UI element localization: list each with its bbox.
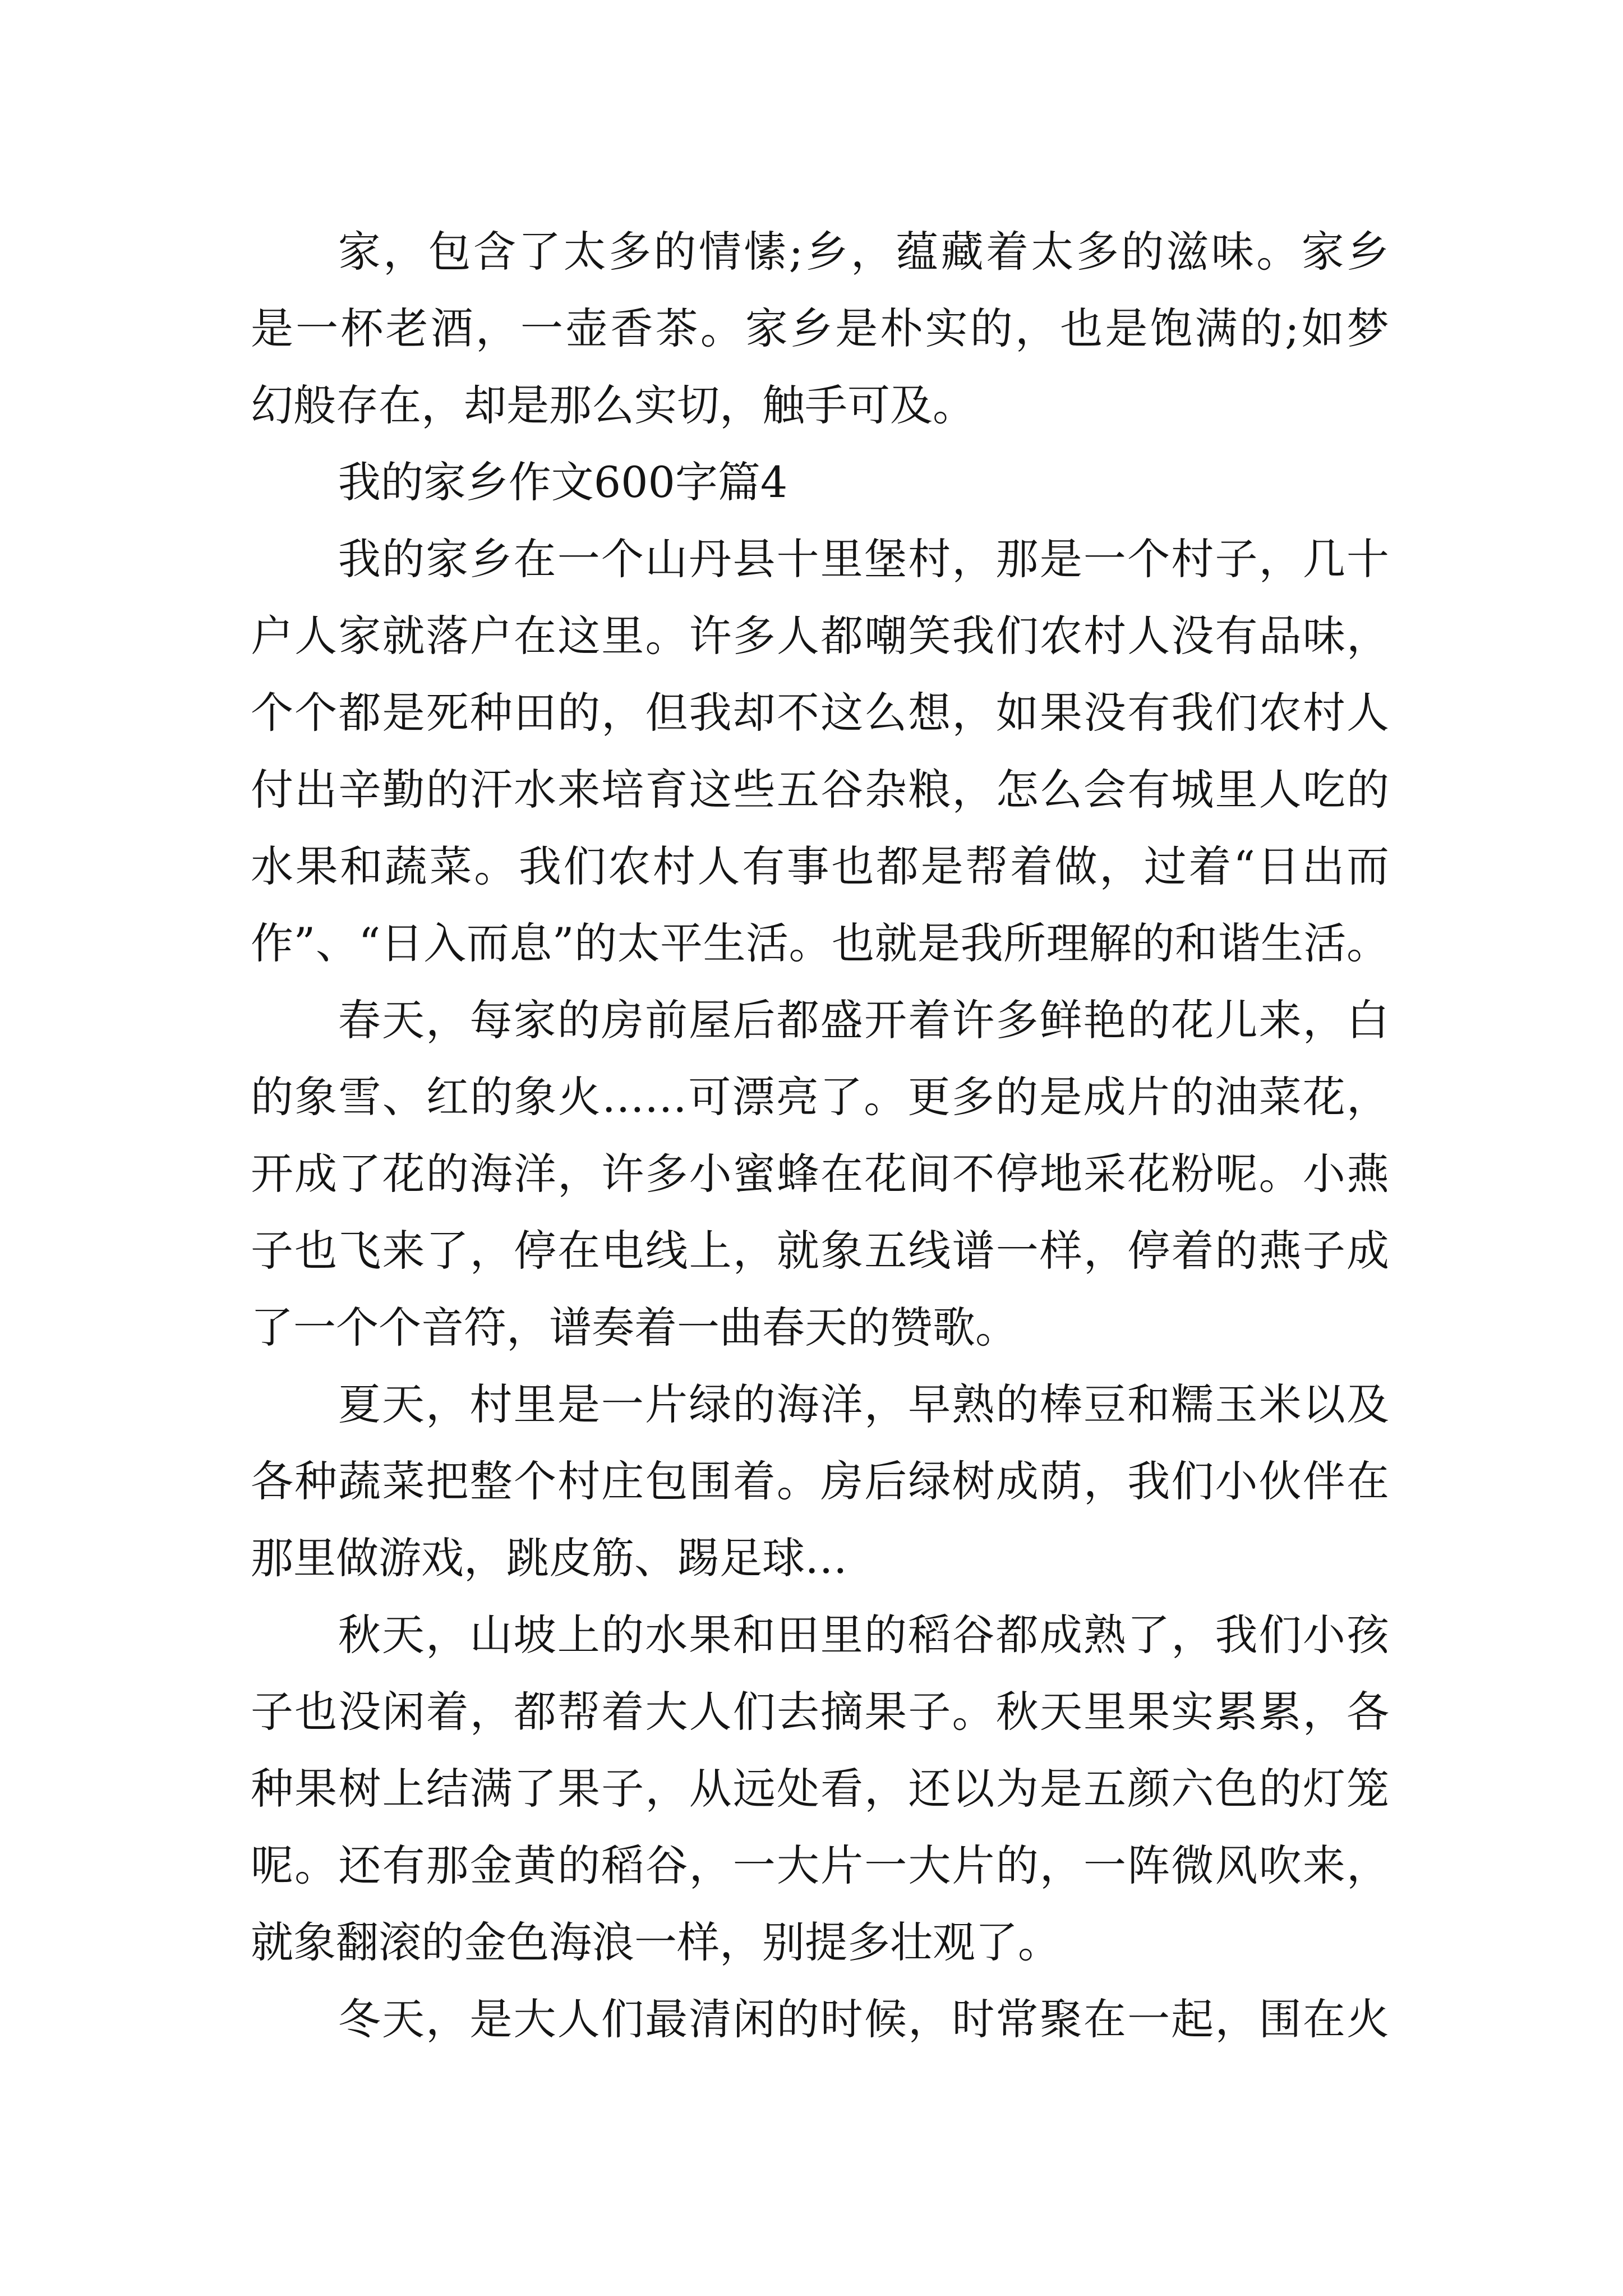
paragraph-line: 种果树上结满了果子，从远处看，还以为是五颜六色的灯笼 xyxy=(251,1764,1389,1814)
paragraph-line: 个个都是死种田的，但我却不这么想，如果没有我们农村人 xyxy=(251,688,1389,738)
paragraph-line: 各种蔬菜把整个村庄包围着。房后绿树成荫，我们小伙伴在 xyxy=(251,1456,1389,1506)
section-heading: 我的家乡作文600字篇4 xyxy=(338,457,788,507)
paragraph-line: 夏天，村里是一片绿的海洋，早熟的棒豆和糯玉米以及 xyxy=(338,1379,1389,1429)
paragraph-line: 水果和蔬菜。我们农村人有事也都是帮着做，过着“日出而 xyxy=(251,841,1389,891)
paragraph-line: 付出辛勤的汗水来培育这些五谷杂粮，怎么会有城里人吃的 xyxy=(251,765,1389,815)
paragraph-line: 秋天，山坡上的水果和田里的稻谷都成熟了，我们小孩 xyxy=(338,1610,1389,1660)
paragraph-line: 是一杯老酒，一壶香茶。家乡是朴实的，也是饱满的;如梦 xyxy=(251,303,1389,353)
paragraph-line: 家，包含了太多的情愫;乡，蕴藏着太多的滋味。家乡 xyxy=(338,227,1389,277)
paragraph-line: 我的家乡在一个山丹县十里堡村，那是一个村子，几十 xyxy=(338,534,1389,584)
document-body xyxy=(251,213,1389,2058)
paragraph-line: 了一个个音符，谱奏着一曲春天的赞歌。 xyxy=(251,1303,1018,1352)
paragraph-line: 冬天，是大人们最清闲的时候，时常聚在一起，围在火 xyxy=(338,1994,1389,2044)
paragraph-line: 春天，每家的房前屋后都盛开着许多鲜艳的花儿来，白 xyxy=(338,995,1389,1045)
paragraph-line: 就象翻滚的金色海浪一样，别提多壮观了。 xyxy=(251,1917,1061,1967)
paragraph-line: 子也没闲着，都帮着大人们去摘果子。秋天里果实累累，各 xyxy=(251,1687,1389,1737)
paragraph-line: 作”、“日入而息”的太平生活。也就是我所理解的和谐生活。 xyxy=(251,918,1389,968)
paragraph-line: 呢。还有那金黄的稻谷，一大片一大片的，一阵微风吹来， xyxy=(251,1841,1389,1890)
paragraph-line: 开成了花的海洋，许多小蜜蜂在花间不停地采花粉呢。小燕 xyxy=(251,1149,1389,1199)
paragraph-line: 那里做游戏，跳皮筋、踢足球… xyxy=(251,1533,847,1583)
paragraph-line: 户人家就落户在这里。许多人都嘲笑我们农村人没有品味， xyxy=(251,611,1389,661)
paragraph-line: 幻般存在，却是那么实切，触手可及。 xyxy=(251,380,975,430)
paragraph-line: 的象雪、红的象火……可漂亮了。更多的是成片的油菜花， xyxy=(251,1072,1389,1122)
paragraph-line: 子也飞来了，停在电线上，就象五线谱一样，停着的燕子成 xyxy=(251,1226,1389,1276)
